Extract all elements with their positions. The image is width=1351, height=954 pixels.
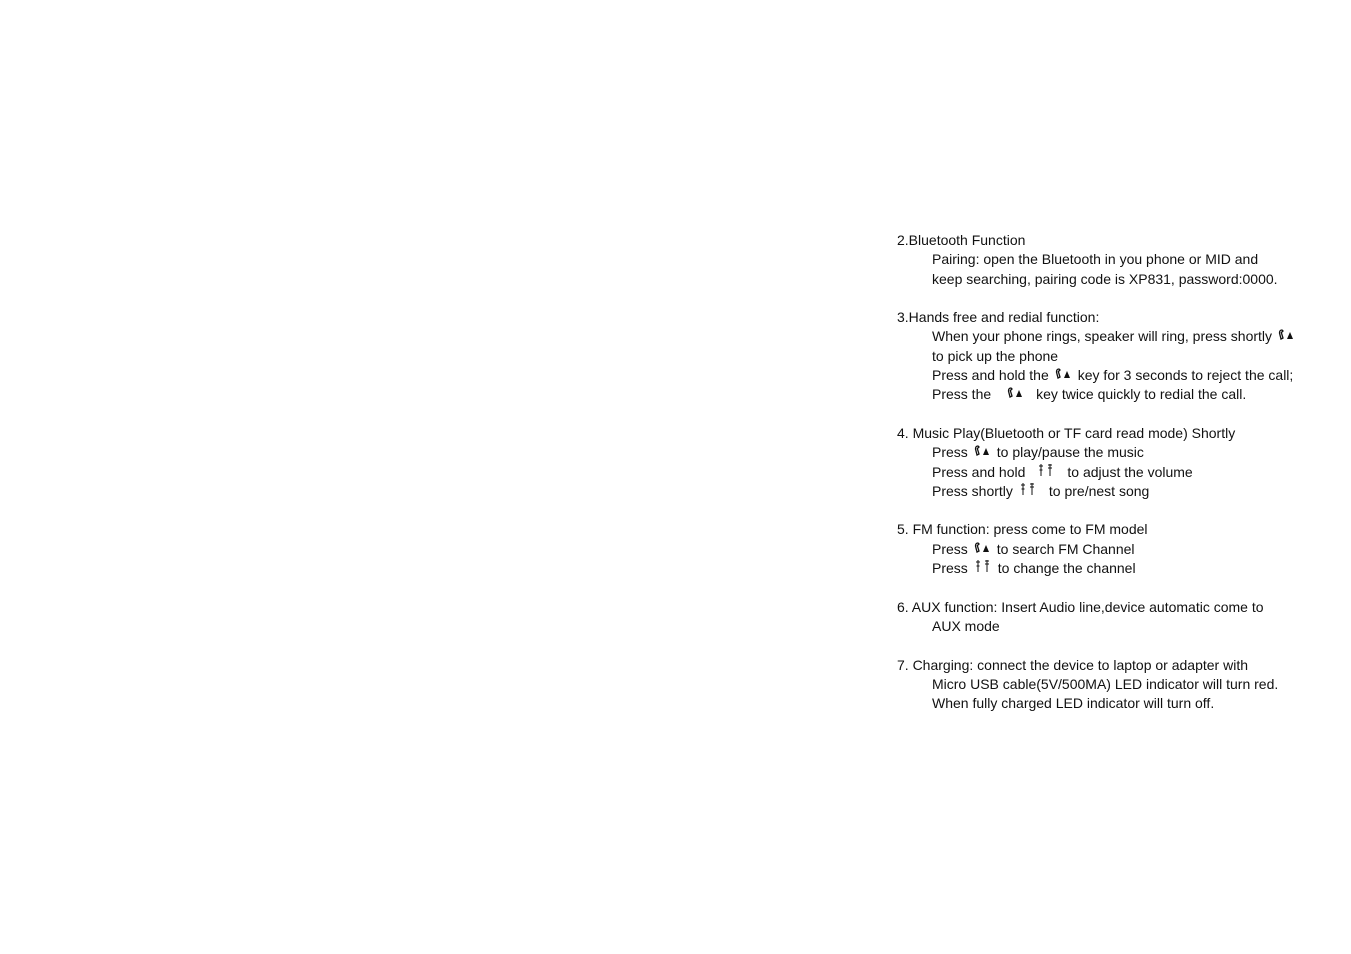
text-fragment: Press and hold bbox=[932, 463, 1026, 480]
volume-up-down-key-icon bbox=[1019, 482, 1037, 496]
text-fragment: to adjust the volume bbox=[1067, 463, 1193, 480]
section-bluetooth bbox=[897, 231, 1337, 289]
phone-call-key-icon bbox=[1055, 367, 1072, 380]
section-text bbox=[897, 463, 1337, 482]
text-fragment: to change the channel bbox=[997, 560, 1136, 577]
text-fragment: Press bbox=[932, 560, 968, 577]
text-fragment: to search FM Channel bbox=[996, 540, 1135, 557]
phone-call-key-icon bbox=[1278, 328, 1295, 341]
text-fragment: Press the bbox=[932, 386, 992, 403]
text-fragment: Press bbox=[932, 444, 968, 461]
text-fragment: Press and hold the bbox=[932, 367, 1049, 384]
section-text bbox=[897, 482, 1337, 501]
section-text: AUX mode bbox=[932, 617, 1000, 634]
section-text bbox=[897, 366, 1337, 385]
phone-call-key-icon bbox=[1007, 386, 1024, 399]
section-heading: 3.Hands free and redial function: bbox=[897, 309, 1100, 326]
section-aux bbox=[897, 598, 1337, 637]
manual-page bbox=[897, 231, 1337, 733]
text-fragment: key twice quickly to redial the call. bbox=[1036, 386, 1247, 403]
text-fragment: key for 3 seconds to reject the call; bbox=[1077, 367, 1294, 384]
section-text: to pick up the phone bbox=[932, 347, 1059, 364]
text-fragment: to pre/nest song bbox=[1048, 482, 1150, 499]
volume-up-down-key-icon bbox=[1037, 463, 1055, 477]
section-text bbox=[897, 385, 1337, 404]
text-fragment: When your phone rings, speaker will ring, press shortly bbox=[932, 328, 1273, 345]
section-text: keep searching, pairing code is XP831, password:0000. bbox=[932, 270, 1278, 287]
section-heading: 2.Bluetooth Function bbox=[897, 232, 1026, 248]
section-heading: 5. FM function: press come to FM model bbox=[897, 521, 1148, 538]
section-text bbox=[897, 443, 1337, 462]
text-fragment: to play/pause the music bbox=[996, 444, 1144, 461]
section-heading: 6. AUX function: Insert Audio line,device automatic come to bbox=[897, 598, 1264, 615]
section-text: When fully charged LED indicator will turn off. bbox=[932, 695, 1215, 712]
section-charging bbox=[897, 656, 1337, 714]
text-fragment: Press shortly bbox=[932, 482, 1013, 499]
phone-call-key-icon bbox=[974, 444, 991, 457]
section-text: Pairing: open the Bluetooth in you phone or MID and bbox=[932, 251, 1259, 268]
section-heading: 7. Charging: connect the device to laptop or adapter with bbox=[897, 656, 1248, 673]
section-handsfree bbox=[897, 308, 1337, 404]
section-text bbox=[897, 559, 1337, 578]
section-text bbox=[897, 327, 1337, 346]
section-text bbox=[897, 540, 1337, 559]
section-fm bbox=[897, 520, 1337, 578]
section-music bbox=[897, 424, 1337, 501]
volume-up-down-key-icon bbox=[974, 559, 992, 573]
phone-call-key-icon bbox=[974, 541, 991, 554]
text-fragment: Press bbox=[932, 540, 968, 557]
section-heading: 4. Music Play(Bluetooth or TF card read mode) Shortly bbox=[897, 424, 1236, 441]
section-text: Micro USB cable(5V/500MA) LED indicator will turn red. bbox=[932, 675, 1279, 692]
